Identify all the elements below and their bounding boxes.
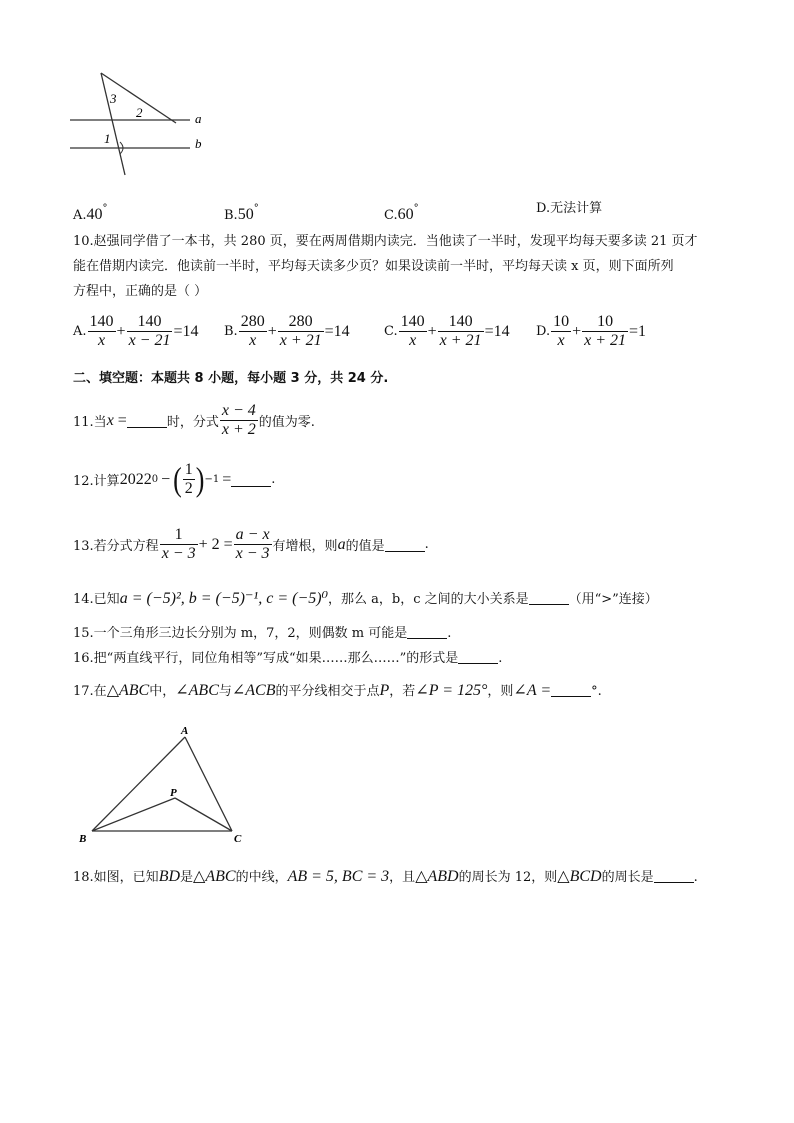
q13-answer-blank[interactable] xyxy=(385,537,425,552)
q15: 15.一个三角形三边长分别为 m，7，2，则偶数 m 可能是 . xyxy=(73,626,452,641)
segment-bp xyxy=(92,798,175,831)
q11-answer-blank[interactable] xyxy=(127,413,167,428)
vertex-a-label: A xyxy=(181,725,189,737)
line-b-label: b xyxy=(195,136,202,151)
q17: 17.在△ABC中，∠ABC与∠ACB的平分线相交于点P，若∠P = 125°，则∠A = °. xyxy=(73,682,602,699)
q9-option-d[interactable]: D.无法计算 xyxy=(536,201,603,216)
side-ab xyxy=(92,737,185,831)
q18: 18.如图，已知BD是△ABC的中线，AB = 5, BC = 3，且△ABD的周长为 12，则△BCD的周长是 . xyxy=(73,868,698,885)
q10-option-a[interactable]: A. $\frac{140}{x}$ + $\frac{140}{x - 21}$ =14 xyxy=(73,313,199,349)
q13: 13.若分式方程 $\frac{1}{x - 3}$ + 2 = $\frac{a - x}{x - 3}$ 有增根，则 a 的值是 . xyxy=(73,526,429,562)
transversal-line xyxy=(101,73,125,175)
triangle-figure xyxy=(70,720,270,845)
q10-option-b[interactable]: B. $\frac{280}{x}$ + $\frac{280}{x + 21}$ =14 xyxy=(224,313,350,349)
q9-option-a[interactable]: A.40° xyxy=(73,203,108,223)
q12: 12.计算 2022 0 − ( $\frac{1}{2}$ ) −1 = . xyxy=(73,460,276,498)
angle-3-label: 3 xyxy=(110,91,117,106)
q15-answer-blank[interactable] xyxy=(407,624,447,639)
q18-answer-blank[interactable] xyxy=(654,868,694,883)
parallel-lines-figure xyxy=(68,70,218,180)
q12-answer-blank[interactable] xyxy=(231,472,271,487)
vertex-c-label: C xyxy=(234,833,242,845)
vertex-b-label: B xyxy=(79,833,87,845)
q9-option-c[interactable]: C.60° xyxy=(384,203,419,223)
q10-line-3: 方程中，正确的是（ ） xyxy=(73,284,208,299)
q9-option-b[interactable]: B.50° xyxy=(224,203,259,223)
section-2-title: 二、填空题：本题共 8 小题，每小题 3 分，共 24 分. xyxy=(73,371,389,386)
angle-1-label: 1 xyxy=(104,131,111,146)
line-a-label: a xyxy=(195,111,202,126)
q10-option-c[interactable]: C. $\frac{140}{x}$ + $\frac{140}{x + 21}$ =14 xyxy=(384,313,510,349)
q17-answer-blank[interactable] xyxy=(551,682,591,697)
q14-answer-blank[interactable] xyxy=(529,590,569,605)
q16: 16.把“两直线平行，同位角相等”写成“如果……那么……”的形式是 . xyxy=(73,651,503,666)
q14: 14.已知a = (−5)², b = (−5)⁻¹, c = (−5)⁰，那么 a，b，c 之间的大小关系是 （用“>”连接） xyxy=(73,590,658,607)
angle-2-label: 2 xyxy=(136,105,143,120)
point-p-label: P xyxy=(170,787,177,799)
q10-line-1: 10.赵强同学借了一本书，共 280 页，要在两周借期内读完．当他读了一半时，发现平均每天要多读 21 页才 xyxy=(73,234,698,249)
q10-option-d[interactable]: D. $\frac{10}{x}$ + $\frac{10}{x + 21}$ =1 xyxy=(536,313,647,349)
q16-answer-blank[interactable] xyxy=(458,649,498,664)
q10-line-2: 能在借期内读完．他读前一半时，平均每天读多少页？如果设读前一半时，平均每天读 x 页，则下面所列 xyxy=(73,259,674,274)
q11: 11.当 x = 时，分式 $\frac{x - 4}{x + 2}$ 的值为零. xyxy=(73,402,315,438)
